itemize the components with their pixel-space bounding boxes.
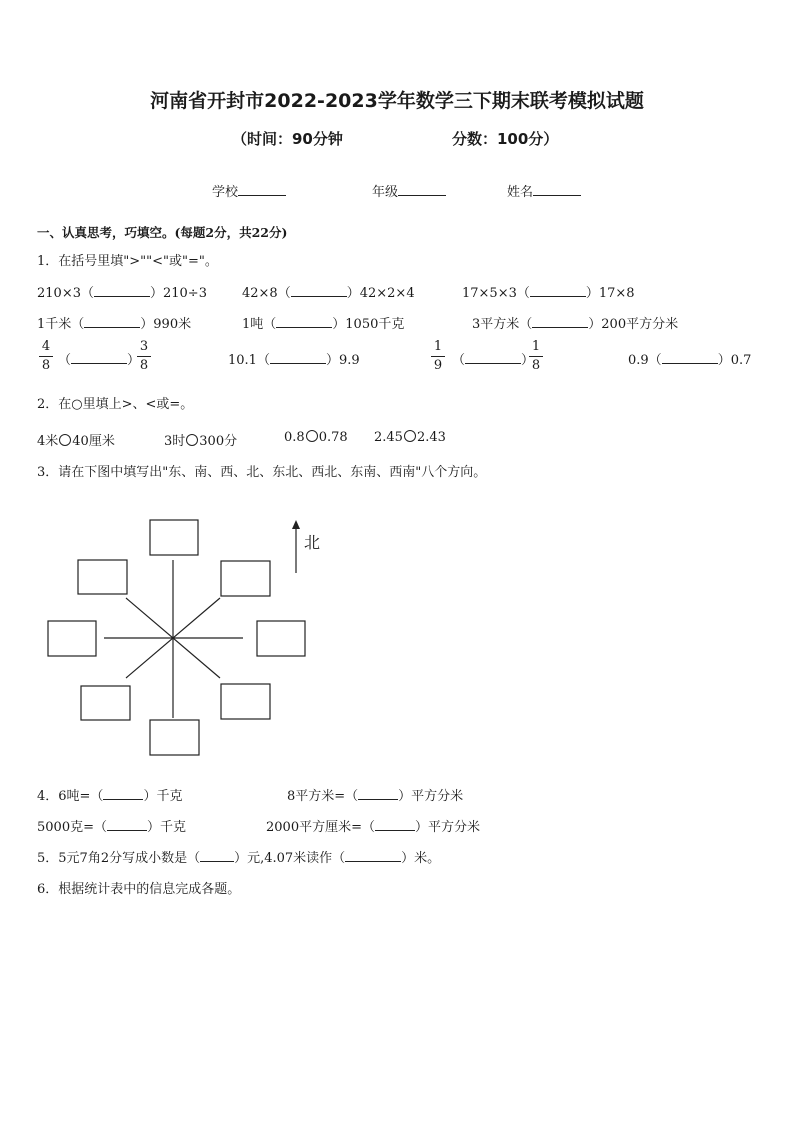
- q4-item-4: 2000平方厘米=（ ）平方分米: [266, 820, 480, 835]
- box-north: [150, 520, 198, 555]
- box-east: [257, 621, 305, 656]
- answer-blank[interactable]: [345, 851, 401, 862]
- q2-item-4: 2.45 2.43: [374, 430, 446, 445]
- page-title: 河南省开封市2022-2023学年数学三下期末联考模拟试题: [150, 90, 644, 112]
- box-southeast: [221, 684, 270, 719]
- fraction-1-8: 1 8: [529, 339, 543, 374]
- q1-item-9-blank: （ ）: [452, 353, 535, 368]
- grade-label: 年级: [372, 185, 399, 200]
- q1-item-4: 1千米（ ）990米: [37, 317, 192, 332]
- q1-item-6: 3平方米（ ）200平方分米: [472, 317, 679, 332]
- q2-prompt: 2．在○里填上>、<或=。: [37, 397, 194, 412]
- q2-item-3: 0.8 0.78: [284, 430, 348, 445]
- q1-item-10: 0.9（ ）0.7: [628, 353, 752, 368]
- q2-item-2: 3时 300分: [164, 434, 238, 449]
- q4-item-2: 8平方米=（ ）平方分米: [287, 789, 464, 804]
- q1-item-3: 17×5×3（ ）17×8: [462, 286, 635, 301]
- q1-prompt: 1．在括号里填">""<"或"="。: [37, 254, 218, 269]
- fraction-3-8: 3 8: [137, 339, 151, 374]
- exam-score: 分数：100分）: [452, 130, 559, 148]
- north-label: 北: [304, 533, 321, 552]
- box-northeast: [221, 561, 270, 596]
- fraction-1-9: 1 9: [431, 339, 445, 374]
- q1-item-8: 10.1（ ）9.9: [228, 353, 360, 368]
- box-northwest: [78, 560, 127, 594]
- answer-blank[interactable]: [107, 820, 147, 831]
- q6-prompt: 6．根据统计表中的信息完成各题。: [37, 882, 241, 897]
- exam-time: （时间：90分钟: [232, 130, 343, 148]
- box-west: [48, 621, 96, 656]
- q5: 5．5元7角2分写成小数是（ ）元,4.07米读作（ ）米。: [37, 851, 441, 866]
- q1-item-5: 1吨（ ）1050千克: [242, 317, 405, 332]
- fraction-4-8: 4 8: [39, 339, 53, 374]
- answer-blank[interactable]: [103, 789, 143, 800]
- q4-item-1: 4．6吨=（ ）千克: [37, 789, 183, 804]
- q1-item-1: 210×3（ ）210÷3: [37, 286, 207, 301]
- answer-blank[interactable]: [358, 789, 398, 800]
- school-label: 学校: [212, 185, 239, 200]
- q4-item-3: 5000克=（ ）千克: [37, 820, 186, 835]
- answer-blank[interactable]: [375, 820, 415, 831]
- name-label: 姓名: [507, 185, 534, 200]
- answer-blank[interactable]: [200, 851, 234, 862]
- north-arrowhead-icon: [292, 520, 300, 529]
- section-heading: 一、认真思考，巧填空。(每题2分，共22分): [37, 225, 288, 240]
- q1-item-2: 42×8（ ）42×2×4: [242, 286, 415, 301]
- box-south: [150, 720, 199, 755]
- q1-item-7-blank: （ ）: [58, 353, 141, 368]
- q3-prompt: 3．请在下图中填写出"东、南、西、北、东北、西北、东南、西南"八个方向。: [37, 465, 487, 480]
- q2-item-1: 4米 40厘米: [37, 434, 115, 449]
- box-southwest: [81, 686, 130, 720]
